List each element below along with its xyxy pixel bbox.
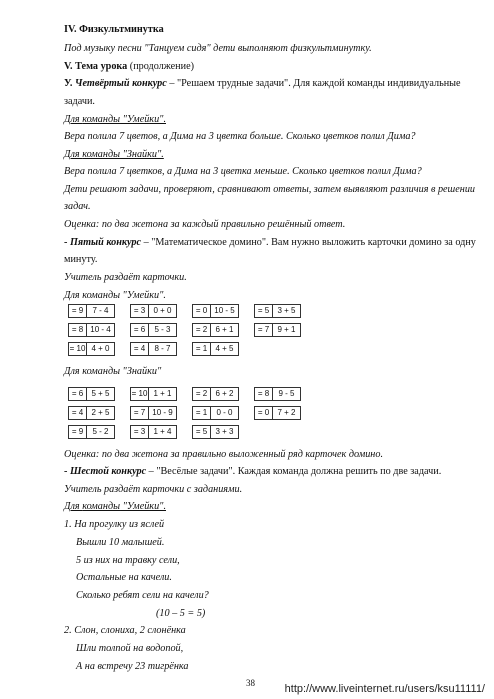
domino-card-answer: = 3 [131, 305, 149, 317]
domino-card-answer: = 10 [69, 344, 86, 353]
team-znaiki-label: Для команды "Знайки" [64, 366, 162, 377]
domino-card-answer: = 5 [255, 305, 273, 317]
poem-line: Шли толпой на водопой, [76, 643, 184, 654]
domino-card [68, 425, 115, 439]
contest-5-title-cont: минуту. [64, 254, 98, 265]
domino-card-answer: = 9 [69, 426, 87, 438]
section-heading-4: IV. Физкультминутка [64, 24, 164, 35]
instruction-text-cont: задач. [64, 201, 91, 212]
domino-card-answer: = 3 [131, 426, 149, 438]
domino-card-expression: 0 - 0 [216, 408, 233, 417]
poem-title-1: 1. На прогулку из яслей [64, 519, 165, 530]
poem-line: Остальные на качели. [76, 572, 172, 583]
contest-6-title: - Шестой конкурс – "Весёлые задачи". Каждая команда должна решить по две задачи. [64, 466, 442, 477]
domino-card [130, 304, 177, 318]
scoring-text: Оценка: по два жетона за каждый правильно решённый ответ. [64, 219, 346, 230]
domino-card-expression: 1 + 1 [153, 389, 172, 398]
team-umeiki-label: Для команды "Умейки". [64, 501, 166, 512]
poem-line: Сколько ребят сели на качели? [76, 590, 209, 601]
domino-card-expression: 2 + 5 [91, 408, 110, 417]
domino-card-expression: 9 + 1 [277, 325, 296, 334]
domino-card-expression: 10 - 4 [90, 325, 111, 334]
domino-card [130, 425, 177, 439]
domino-card-expression: 6 + 2 [215, 389, 234, 398]
domino-card-expression: 8 - 7 [154, 344, 171, 353]
domino-card-answer: = 2 [193, 324, 211, 336]
domino-card [68, 406, 115, 420]
domino-card-expression: 7 + 2 [277, 408, 296, 417]
domino-card-answer: = 1 [193, 343, 211, 355]
domino-card [192, 406, 239, 420]
poem-line: Вышли 10 малышей. [76, 537, 165, 548]
domino-card-expression: 6 + 1 [215, 325, 234, 334]
domino-card [192, 304, 239, 318]
domino-card [254, 387, 301, 401]
domino-card [254, 406, 301, 420]
contest-4-title: У. Четвёртый конкурс – "Решаем трудные задачи". Для каждой команды индивидуальные [64, 78, 461, 89]
domino-card [130, 387, 177, 401]
domino-card-expression: 5 + 5 [91, 389, 110, 398]
domino-card-expression: 1 + 4 [153, 427, 172, 436]
domino-card-answer: = 4 [131, 343, 149, 355]
section-heading-5: V. Тема урока (продолжение) [64, 61, 195, 72]
domino-card-expression: 10 - 9 [152, 408, 173, 417]
teacher-note: Учитель раздаёт карточки. [64, 272, 187, 283]
domino-card-answer: = 8 [69, 324, 87, 336]
contest-4-title-cont: задачи. [64, 96, 95, 107]
domino-card-expression: 3 + 5 [277, 306, 296, 315]
domino-card [68, 342, 115, 356]
poem-title-2: 2. Слон, слониха, 2 слонёнка [64, 625, 186, 636]
domino-card [130, 342, 177, 356]
teacher-note: Учитель раздаёт карточки с заданиями. [64, 484, 243, 495]
instruction-text: Дети решают задачи, проверяют, сравнивают ответы, затем выявляют различия в решении [64, 184, 476, 195]
domino-card [192, 323, 239, 337]
domino-card [254, 323, 301, 337]
poem-line: 5 из них на травку сели, [76, 555, 180, 566]
domino-card-answer: = 0 [193, 305, 211, 317]
domino-card-answer: = 8 [255, 388, 273, 400]
team-znaiki-label: Для команды "Знайки". [64, 149, 164, 160]
source-url: http://www.liveinternet.ru/users/ksu11111/ [282, 682, 488, 696]
domino-card-expression: 4 + 0 [91, 344, 110, 353]
domino-card-answer: = 7 [131, 407, 149, 419]
domino-card-answer: = 5 [193, 426, 211, 438]
domino-card [68, 323, 115, 337]
domino-card-expression: 10 - 5 [214, 306, 235, 315]
domino-card-answer: = 0 [255, 407, 273, 419]
scoring-text: Оценка: по два жетона за правильно выложенный ряд карточек домино. [64, 449, 383, 460]
domino-card [68, 304, 115, 318]
page-number: 38 [246, 678, 255, 688]
task-znaiki: Вера полила 7 цветков, а Дима на 3 цветка меньше. Сколько цветков полил Дима? [64, 166, 422, 177]
domino-card-expression: 0 + 0 [153, 306, 172, 315]
domino-card-answer: = 6 [69, 388, 87, 400]
domino-card-answer: = 2 [193, 388, 211, 400]
domino-card-expression: 5 - 3 [154, 325, 171, 334]
domino-card-expression: 5 - 2 [92, 427, 109, 436]
domino-card-answer: = 4 [69, 407, 87, 419]
poem-line: А на встречу 23 тигрёнка [76, 661, 189, 672]
domino-card [68, 387, 115, 401]
domino-card-answer: = 1 [193, 407, 211, 419]
domino-card-answer: = 10 [131, 389, 148, 398]
domino-card [130, 323, 177, 337]
team-umeiki-label: Для команды "Умейки". [64, 114, 166, 125]
team-umeiki-label: Для команды "Умейки". [64, 290, 166, 301]
domino-card-expression: 3 + 3 [215, 427, 234, 436]
domino-card-expression: 9 - 5 [278, 389, 295, 398]
domino-card-expression: 7 - 4 [92, 306, 109, 315]
domino-card [192, 425, 239, 439]
domino-card-answer: = 7 [255, 324, 273, 336]
exercise-text: Под музыку песни "Танцуем сидя" дети выполняют физкультминутку. [64, 43, 372, 54]
domino-card-answer: = 6 [131, 324, 149, 336]
contest-5-title: - Пятый конкурс – "Математическое домино". Вам нужно выложить карточки домино за одну [64, 237, 476, 248]
domino-card-expression: 4 + 5 [215, 344, 234, 353]
domino-card [130, 406, 177, 420]
domino-card [192, 342, 239, 356]
domino-card [192, 387, 239, 401]
domino-card-answer: = 9 [69, 305, 87, 317]
domino-card [254, 304, 301, 318]
poem-answer: (10 – 5 = 5) [156, 608, 206, 619]
task-umeiki: Вера полила 7 цветов, а Дима на 3 цветка больше. Сколько цветков полил Дима? [64, 131, 416, 142]
